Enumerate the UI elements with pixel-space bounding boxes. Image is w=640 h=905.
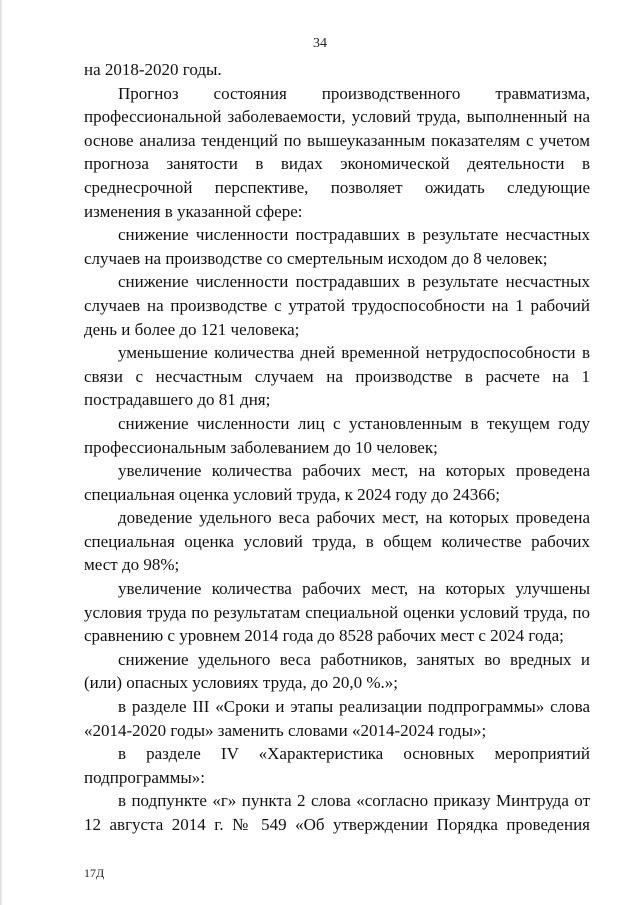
paragraph-occupational-disease: снижение численности лиц с установленным в текущем году профессиональным заболеванием до 10 человек; <box>84 413 590 457</box>
paragraph-disability-injuries: снижение численности пострадавших в результате несчастных случаев на производстве с утратой трудоспособности на 1 рабочий день и более до 121 человека; <box>84 272 590 339</box>
paragraph-continuation: на 2018-2020 годы. <box>84 60 222 79</box>
paragraph-sick-days: уменьшение количества дней временной нетрудоспособности в связи с несчастным случаем на производстве в расчете на 1 пострадавшего до 81 дня; <box>84 343 590 410</box>
page-number: 34 <box>313 36 327 51</box>
document-body <box>84 58 590 837</box>
paragraph-assessed-share: доведение удельного веса рабочих мест, на которых проведена специальная оценка условий труда, в общем количестве рабочих мест до 98%; <box>84 508 590 575</box>
paragraph-subitem-g: в подпункте «г» пункта 2 слова «согласно приказу Минтруда от 12 августа 2014 г. № 549 «Об утверждении Порядка проведения <box>84 791 590 834</box>
paragraph-fatal-injuries: снижение численности пострадавших в результате несчастных случаев на производстве со смертельным исходом до 8 человек; <box>84 225 590 268</box>
paragraph-assessed-workplaces: увеличение количества рабочих мест, на которых проведена специальная оценка условий труда, к 2024 году до 24366; <box>84 461 590 504</box>
footer-code: 17Д <box>84 866 105 880</box>
paragraph-section-iii: в разделе III «Сроки и этапы реализации подпрограммы» слова «2014-2020 годы» заменить словами «2014-2024 годы»; <box>84 697 590 740</box>
paragraph-improved-workplaces: увеличение количества рабочих мест, на которых улучшены условия труда по результатам специальной оценки условий труда, по сравнению с уровнем 2014 года до 8528 рабочих мест с 2024 года; <box>84 579 590 646</box>
paragraph-hazardous-share: снижение удельного веса работников, занятых во вредных и (или) опасных условиях труда, до 20,0 %.»; <box>84 649 590 693</box>
paragraph-forecast-intro: Прогноз состояния производственного травматизма, профессиональной заболеваемости, условий труда, выполненный на основе анализа тенденций по вышеуказанным показателям с учетом прогноза занятости в видах экономической деятельности в среднесрочной перспективе, позволяет ожидать следующие изменения в указанной сфере: <box>84 83 590 221</box>
paragraph-section-iv: в разделе IV «Характеристика основных мероприятий подпрограммы»: <box>84 744 590 787</box>
